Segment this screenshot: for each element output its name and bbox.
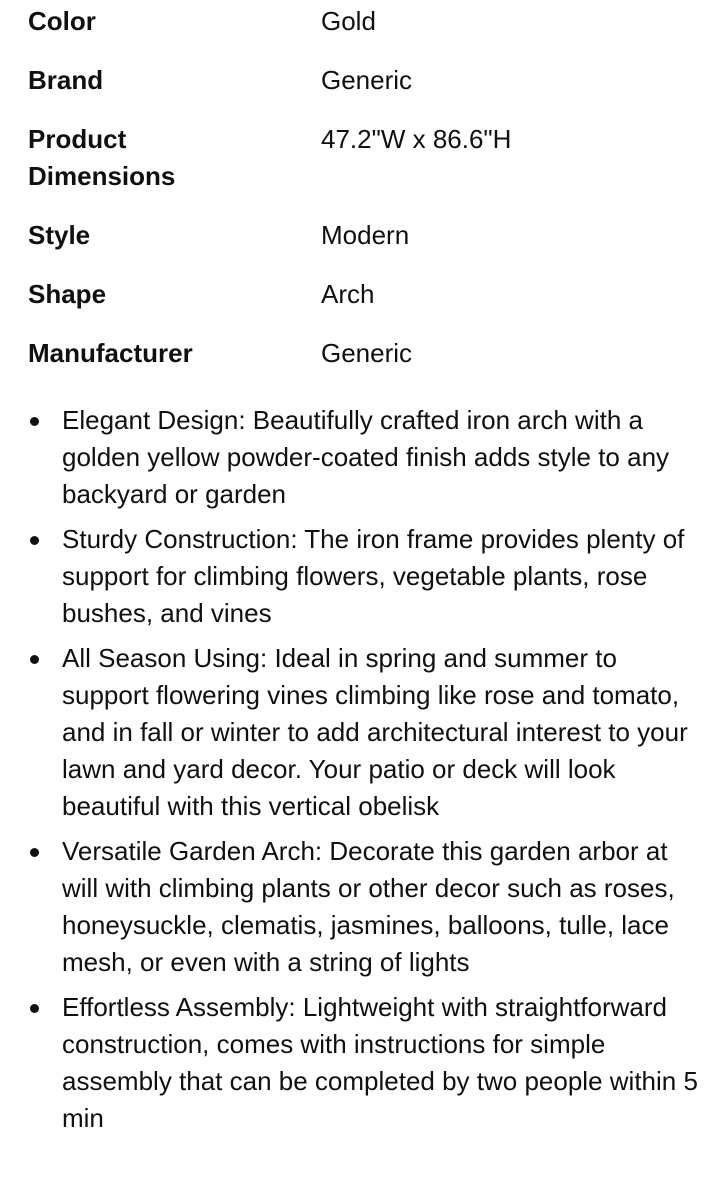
spec-label: Product Dimensions (28, 124, 176, 191)
spec-row-manufacturer (28, 335, 708, 372)
bullet-dot-icon (30, 848, 39, 857)
spec-row-brand (28, 62, 708, 99)
bullet-dot-icon (30, 1004, 39, 1013)
feature-bullet (0, 402, 726, 513)
spec-value: 47.2"W x 86.6"H (321, 124, 512, 154)
spec-row-product-dimensions (28, 121, 708, 195)
spec-label: Style (28, 220, 91, 250)
spec-value: Modern (321, 220, 410, 250)
bullet-dot-icon (30, 536, 39, 545)
spec-value: Arch (321, 279, 375, 309)
bullet-dot-icon (30, 655, 39, 664)
spec-row-color (28, 3, 708, 40)
spec-label: Manufacturer (28, 338, 193, 368)
spec-row-shape (28, 276, 708, 313)
bullet-dot-icon (30, 417, 39, 426)
feature-bullet-text: Elegant Design: Beautifully crafted iron arch with a golden yellow powder-coated finish adds style to any backyard or garden (62, 405, 670, 509)
feature-bullet-text: All Season Using: Ideal in spring and summer to support flowering vines climbing like rose and tomato, and in fall or winter to add architectural interest to your lawn and yard decor. Your patio or deck will look beautiful with this vertical obelisk (62, 643, 688, 821)
feature-bullet-text: Versatile Garden Arch: Decorate this garden arbor at will with climbing plants or other decor such as roses, honeysuckle, clematis, jasmines, balloons, tulle, lace mesh, or even with a string of lights (62, 836, 675, 977)
spec-label: Color (28, 6, 96, 36)
spec-label: Shape (28, 279, 107, 309)
spec-value: Gold (321, 6, 376, 36)
feature-bullet-text: Sturdy Construction: The iron frame provides plenty of support for climbing flowers, vegetable plants, rose bushes, and vines (62, 524, 685, 628)
feature-bullet (0, 833, 726, 981)
feature-bullet-list (0, 402, 726, 1145)
spec-row-style (28, 217, 708, 254)
feature-bullet-text: Effortless Assembly: Lightweight with straightforward construction, comes with instructions for simple assembly that can be completed by two people within 5 min (62, 992, 698, 1133)
feature-bullet (0, 989, 726, 1137)
feature-bullet (0, 640, 726, 825)
spec-label: Brand (28, 65, 104, 95)
spec-value: Generic (321, 65, 413, 95)
spec-value: Generic (321, 338, 413, 368)
feature-bullet (0, 521, 726, 632)
